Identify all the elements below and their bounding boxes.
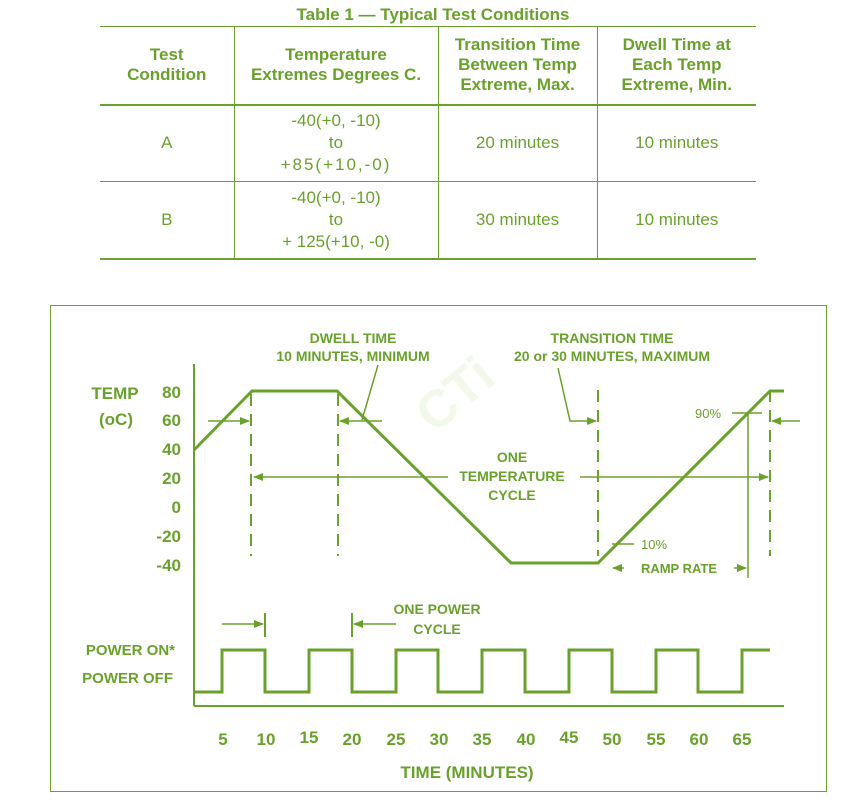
dwell-time-label: DWELL TIME <box>309 330 397 346</box>
power-cycle-waveform <box>194 650 770 692</box>
temp-tick-label: 0 <box>171 498 181 517</box>
power-off-label: POWER OFF <box>82 670 173 687</box>
time-tick-label: 20 <box>342 730 362 749</box>
transition-time-label: TRANSITION TIME <box>550 330 674 346</box>
pct90-label: 90% <box>695 406 722 421</box>
temperature-range-cell: -40(+0, -10) to +85(+10,-0) <box>234 105 438 182</box>
time-tick-label: 25 <box>386 730 406 749</box>
dwell-time-cell: 10 minutes <box>597 105 756 182</box>
header-temperature-extremes: Temperature Extremes Degrees C. <box>234 27 438 105</box>
time-tick-label: 55 <box>646 730 666 749</box>
time-tick-label: 60 <box>689 730 709 749</box>
header-test-condition: Test Condition <box>100 27 234 105</box>
temp-tick-label: -20 <box>156 527 181 546</box>
cycle-label-line2: TEMPERATURE <box>459 468 565 484</box>
time-tick-label: 40 <box>516 730 536 749</box>
transition-time-cell: 30 minutes <box>438 182 597 259</box>
cycle-label-line1: ONE <box>496 449 528 465</box>
time-tick-label: 30 <box>429 730 449 749</box>
power-cycle-label-line1: ONE POWER <box>393 601 481 617</box>
ramp-rate-label: RAMP RATE <box>640 561 718 576</box>
condition-cell: A <box>100 105 234 182</box>
header-transition-time: Transition Time Between Temp Extreme, Max. <box>438 27 597 105</box>
transition-arrow <box>558 368 596 421</box>
temp-tick-label: 40 <box>162 440 181 459</box>
time-tick-label: 5 <box>218 730 228 749</box>
power-on-label: POWER ON* <box>85 642 175 659</box>
dwell-time-sublabel: 10 MINUTES, MINIMUM <box>276 348 430 364</box>
time-tick-label: 65 <box>732 730 752 749</box>
dwell-time-cell: 10 minutes <box>597 182 756 259</box>
temperature-range-cell: -40(+0, -10) to + 125(+10, -0) <box>234 182 438 259</box>
temp-axis-unit: (oC) <box>99 410 133 429</box>
table-title: Table 1 — Typical Test Conditions <box>296 5 570 24</box>
temp-tick-label: 60 <box>162 411 181 430</box>
transition-time-cell: 20 minutes <box>438 105 597 182</box>
temp-tick-label: 80 <box>162 383 181 402</box>
temp-tick-label: 20 <box>162 469 181 488</box>
x-axis-title: TIME (MINUTES) <box>400 763 534 782</box>
time-tick-label: 45 <box>559 728 579 747</box>
dwell-label-leader <box>362 365 378 420</box>
transition-time-sublabel: 20 or 30 MINUTES, MAXIMUM <box>513 348 711 364</box>
header-dwell-time: Dwell Time at Each Temp Extreme, Min. <box>597 27 756 105</box>
condition-cell: B <box>100 182 234 259</box>
watermark-logo: CTi <box>404 345 506 444</box>
temp-tick-label: -40 <box>156 556 181 575</box>
pct10-label: 10% <box>641 537 668 552</box>
time-tick-label: 35 <box>472 730 492 749</box>
time-tick-label: 10 <box>256 730 276 749</box>
cycle-label-line3: CYCLE <box>488 487 536 503</box>
power-cycle-label-line2: CYCLE <box>413 621 461 637</box>
time-tick-label: 50 <box>602 730 622 749</box>
time-tick-label: 15 <box>299 728 319 747</box>
temp-axis-title: TEMP <box>91 384 139 403</box>
